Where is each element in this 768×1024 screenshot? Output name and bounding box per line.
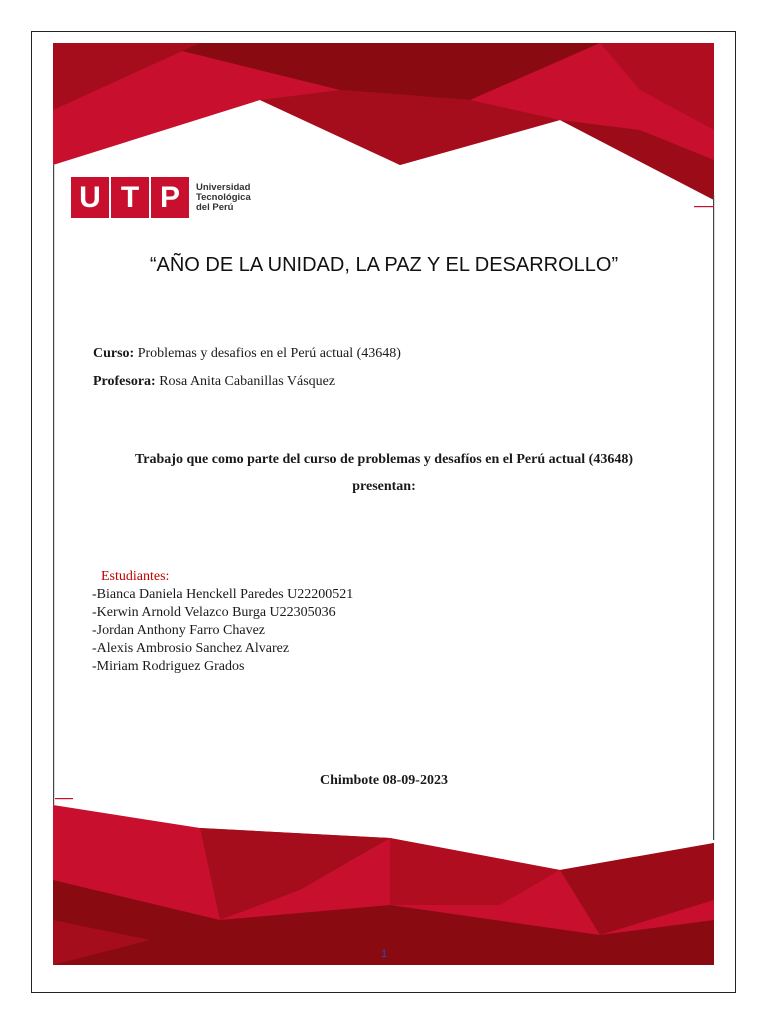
course-line (93, 346, 401, 362)
student-item: -Alexis Ambrosio Sanchez Alvarez (92, 641, 290, 656)
logo-letter: T (111, 177, 149, 218)
student-item: -Miriam Rodriguez Grados (92, 659, 245, 674)
logo-name-line: del Perú (196, 201, 234, 213)
logo-name-line: Universidad (196, 181, 251, 193)
course-value: Problemas y desafios en el Perú actual (43648) (137, 346, 401, 361)
logo-name-line: Tecnológica (196, 191, 251, 203)
page-number: 1 (380, 948, 388, 960)
teacher-line (93, 374, 335, 390)
student-item: -Kerwin Arnold Velazco Burga U22305036 (92, 605, 336, 620)
place-date: Chimbote 08-09-2023 (320, 773, 448, 788)
student-item: -Bianca Daniela Henckell Paredes U22200521 (92, 587, 354, 602)
students-list (92, 586, 353, 676)
year-motto: “AÑO DE LA UNIDAD, LA PAZ Y EL DESARROLLO” (149, 254, 619, 276)
logo-letter: U (71, 177, 109, 218)
utp-logo (71, 177, 266, 218)
work-statement-line2: presentan: (352, 479, 416, 494)
work-statement-line1: Trabajo que como parte del curso de problemas y desafíos en el Perú actual (43648) (135, 452, 633, 467)
course-label: Curso: (93, 346, 135, 361)
teacher-value: Rosa Anita Cabanillas Vásquez (159, 374, 336, 389)
logo-letter: P (151, 177, 189, 218)
student-item: -Jordan Anthony Farro Chavez (92, 623, 266, 638)
logo-university-name (196, 183, 266, 213)
students-heading: Estudiantes: (101, 569, 170, 584)
teacher-label: Profesora: (93, 374, 156, 389)
